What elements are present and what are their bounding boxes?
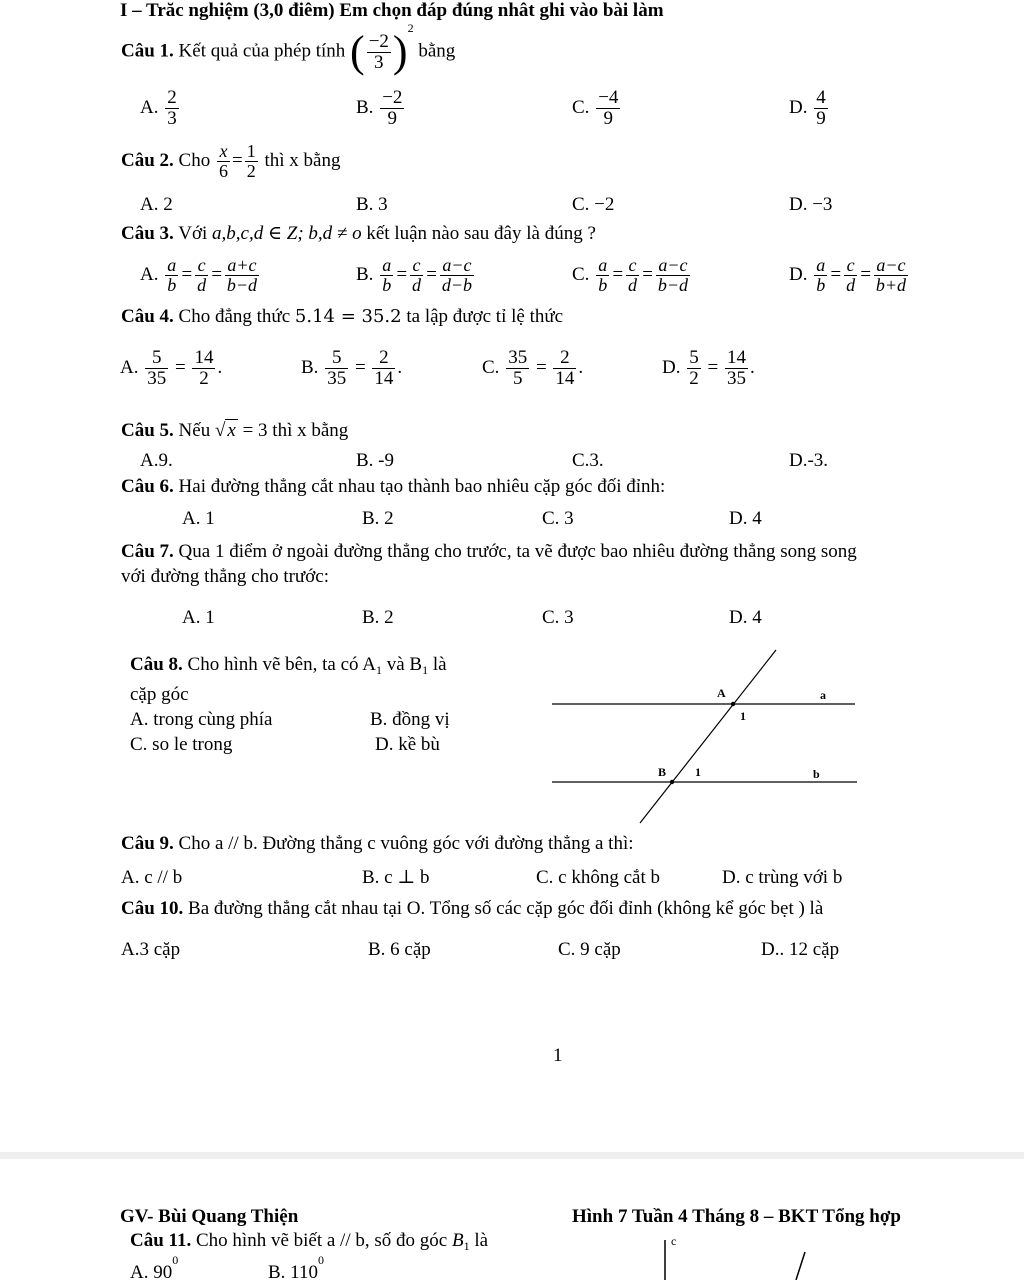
option-b: B. 2 [362,508,394,529]
option-a: A. $\frac{a}{b}$ = $\frac{c}{d}$ = $\frac{a+c}{b-d}$ [140,255,258,295]
question-4: Câu 4. Cho đẳng thức 5.14 = 35.2 ta lập được tỉ lệ thức [121,306,564,327]
question-text: Kết quả của phép tính [178,40,346,62]
option-d: D. c trùng với b [722,867,843,888]
option-c: C. $\frac{-4}{9}$ [572,87,619,129]
option-c: C.3. [572,450,604,471]
question-1: Câu 1. Kết quả của phép tính ( $\frac{-2}{3}$ )$^2$ bằng [121,21,456,76]
option-b: B. 6 cặp [368,939,431,960]
option-d: D.-3. [789,450,829,471]
option-d: D. −3 [789,194,833,215]
question-6: Câu 6. Hai đường thẳng cắt nhau tạo thành bao nhiêu cặp góc đối đỉnh: [121,476,666,497]
option-d: D. $\frac{5}{2}$ = $\frac{14}{35}$ . [662,347,755,389]
option-a: A. 1 [182,607,215,628]
option-c: C. 3 [542,508,574,529]
option-d: D. 4 [729,508,762,529]
option-a: A. 2 [140,194,173,215]
option-b: B. $\frac{a}{b}$ = $\frac{c}{d}$ = $\frac{a-c}{d-b}$ [356,255,472,295]
option-b: B. 3 [356,194,388,215]
option-a: A. trong cùng phía [130,709,273,730]
option-a: A. $90^0$ [130,1253,179,1283]
question-3: Câu 3. Với a,b,c,d ∈ Z; b,d ≠ o kết luận nào sau đây là đúng ? [121,223,596,244]
question-5: Câu 5. Nếu √ x = 3 thì x bằng [121,420,349,441]
question-8-line-2: cặp góc [130,684,189,705]
option-b: B. c ⊥ b [362,867,430,888]
option-b: B. $\frac{-2}{9}$ [356,87,403,129]
option-b: B. đồng vị [370,709,450,730]
page-number: 1 [553,1045,563,1066]
label-angle-a1: 1 [740,709,746,723]
option-a: A.9. [140,450,173,471]
label-line-c: c [671,1234,677,1248]
option-a: A. $\frac{2}{3}$ [140,87,177,129]
parallel-lines-figure [540,645,870,830]
option-d: D. $\frac{4}{9}$ [789,87,826,129]
slanted-line [796,1252,805,1280]
question-11-figure [655,1230,825,1280]
question-2: Câu 2. Cho $\frac{x}{6}$ = $\frac{1}{2}$ thì x bằng [121,141,341,181]
option-a: A. c // b [121,867,183,888]
option-c: C. so le trong [130,734,233,755]
option-c: C. 9 cặp [558,939,621,960]
option-c: C. $\frac{a}{b}$ = $\frac{c}{d}$ = $\frac{a-c}{b-d}$ [572,255,688,295]
option-d: D. 4 [729,607,762,628]
point-b [670,780,674,784]
option-b: B. $\frac{5}{35}$ = $\frac{2}{14}$ . [301,347,403,389]
option-a: A. 1 [182,508,215,529]
section-title: I – Trăc nghiệm (3,0 điêm) Em chọn đáp đúng nhât ghi vào bài làm [120,0,664,21]
option-a: A. $\frac{5}{35}$ = $\frac{14}{2}$ . [120,347,223,389]
transversal [640,650,776,823]
label-line-b: b [813,767,820,781]
question-7-line-2: với đường thẳng cho trước: [121,566,329,587]
option-c: C. 3 [542,607,574,628]
question-8: Câu 8. Cho hình vẽ bên, ta có A1 và B1 là [130,654,447,678]
question-7: Câu 7. Qua 1 điểm ở ngoài đường thẳng cho trước, ta vẽ được bao nhiêu đường thẳng song song [121,541,857,562]
question-9: Câu 9. Cho a // b. Đường thẳng c vuông góc với đường thẳng a thì: [121,833,634,854]
option-c: C. −2 [572,194,615,215]
option-c: C. c không cắt b [536,867,661,888]
page-break [0,1152,1024,1159]
label-point-a: A [717,686,726,700]
option-d: D. kề bù [375,734,440,755]
question-11: Câu 11. Cho hình vẽ biết a // b, số đo góc B1 là [130,1230,489,1254]
option-a: A.3 cặp [121,939,181,960]
option-b: B. $110^0$ [268,1253,324,1283]
option-c: C. $\frac{35}{5}$ = $\frac{2}{14}$ . [482,347,584,389]
label-line-a: a [820,688,826,702]
fraction: $\frac{-2}{3}$ [368,30,389,73]
question-label: Câu 1. [121,40,174,62]
option-d: D. $\frac{a}{b}$ = $\frac{c}{d}$ = $\frac{a-c}{b+d}$ [789,255,907,295]
option-d: D.. 12 cặp [761,939,840,960]
label-angle-b1: 1 [695,765,701,779]
header-teacher: GV- Bùi Quang Thiện [120,1206,299,1227]
option-b: B. 2 [362,607,394,628]
label-point-b: B [658,765,667,779]
question-10: Câu 10. Ba đường thẳng cắt nhau tại O. Tổng số các cặp góc đối đỉnh (không kể góc bẹt ) là [121,898,824,919]
option-b: B. -9 [356,450,394,471]
point-a [731,702,735,706]
header-course: Hình 7 Tuần 4 Tháng 8 – BKT Tổng hợp [572,1206,901,1227]
